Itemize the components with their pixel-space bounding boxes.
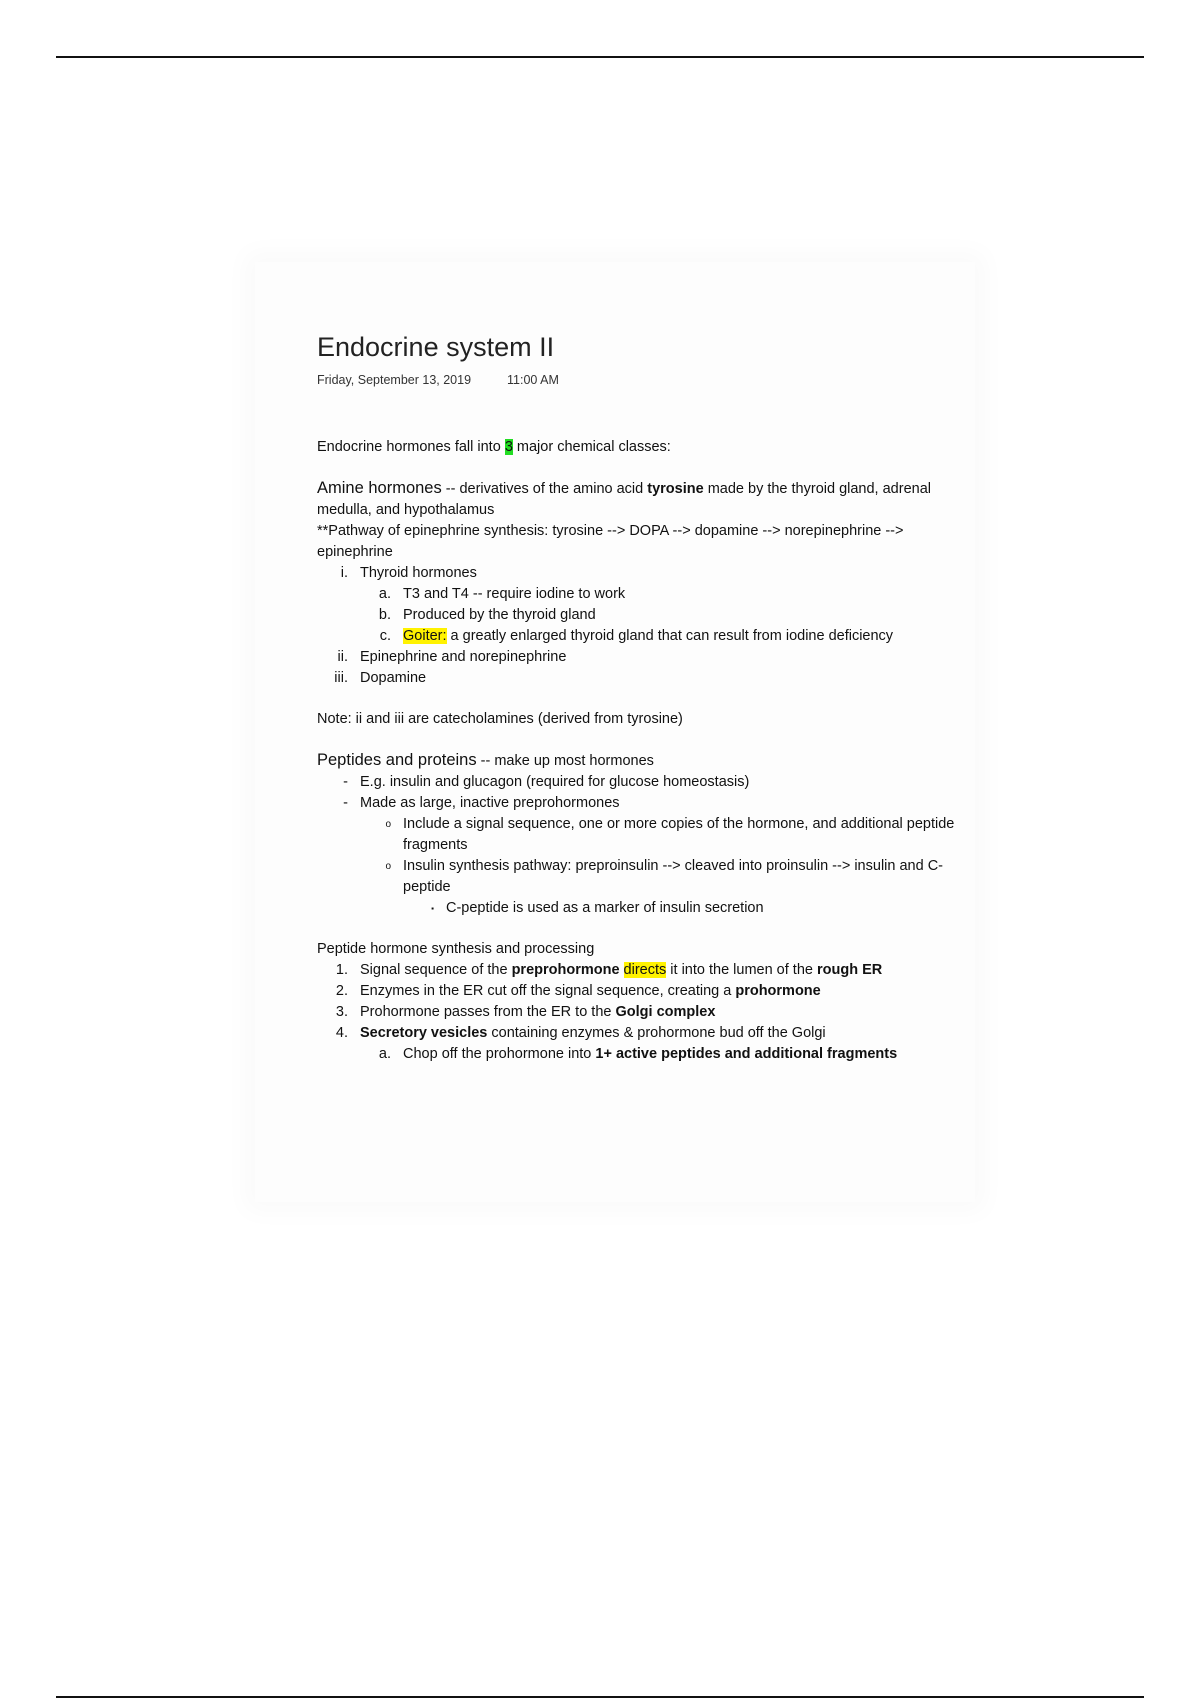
epinephrine-pathway: **Pathway of epinephrine synthesis: tyrosine --> DOPA --> dopamine --> norepinephrine --> epinephrine — [317, 523, 904, 560]
peptides-description: Peptides and proteins -- make up most hormones — [317, 751, 654, 769]
date-line — [317, 370, 957, 391]
intro-line: Endocrine hormones fall into 3 major chemical classes: — [317, 439, 671, 455]
page-title: Endocrine system II — [317, 332, 555, 362]
catecholamine-note: Note: ii and iii are catecholamines (derived from tyrosine) — [317, 711, 683, 727]
list-item: b. Produced by the thyroid gland — [378, 607, 596, 623]
highlight-directs: directs — [623, 962, 667, 978]
processing-heading: Peptide hormone synthesis and processing — [317, 941, 595, 957]
note-time: 11:00 AM — [507, 373, 559, 387]
peptides-heading: Peptides and proteins — [317, 751, 477, 769]
top-rule — [56, 56, 1144, 58]
list-item: o Include a signal sequence, one or more copies of the hormone, and additional peptide fragments — [385, 816, 955, 853]
list-item: ▪ C-peptide is used as a marker of insulin secretion — [431, 900, 764, 916]
list-item: i. Thyroid hormones — [340, 565, 477, 581]
amine-heading: Amine hormones — [317, 479, 442, 497]
list-item: ii. Epinephrine and norepinephrine — [337, 649, 567, 665]
note-content — [317, 330, 957, 1065]
list-item: - Made as large, inactive preprohormones — [343, 795, 620, 811]
list-item: 1. Signal sequence of the preprohormone directs it into the lumen of the rough ER — [335, 962, 883, 978]
list-item: - E.g. insulin and glucagon (required for glucose homeostasis) — [343, 774, 750, 790]
list-item: o Insulin synthesis pathway: preproinsulin --> cleaved into proinsulin --> insulin and C-peptide — [385, 858, 943, 895]
list-item-goiter: c. Goiter: a greatly enlarged thyroid gland that can result from iodine deficiency — [379, 628, 894, 644]
list-item: iii. Dopamine — [334, 670, 427, 686]
amine-description: Amine hormones -- derivatives of the amino acid tyrosine made by the thyroid gland, adrenal medulla, and hypothalamus — [317, 479, 931, 518]
list-item: a. Chop off the prohormone into 1+ active peptides and additional fragments — [378, 1046, 898, 1062]
list-item: 4. Secretory vesicles containing enzymes & prohormone bud off the Golgi — [335, 1025, 826, 1041]
bottom-rule — [56, 1696, 1144, 1698]
list-item: 2. Enzymes in the ER cut off the signal sequence, creating a prohormone — [335, 983, 821, 999]
list-item: a. T3 and T4 -- require iodine to work — [378, 586, 626, 602]
list-item: 3. Prohormone passes from the ER to the Golgi complex — [335, 1004, 716, 1020]
note-date: Friday, September 13, 2019 — [317, 373, 472, 387]
highlight-number: 3 — [504, 439, 513, 455]
highlight-goiter: Goiter: — [403, 628, 447, 644]
